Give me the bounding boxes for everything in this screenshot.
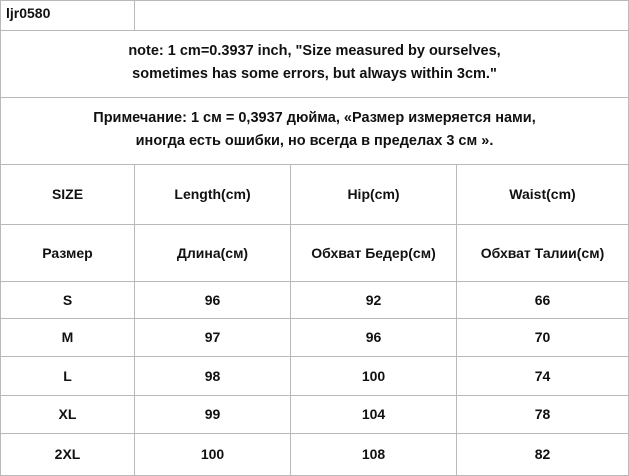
table-cell-length: 97 [204, 329, 221, 345]
table-cell-size: XL [58, 406, 77, 422]
table-cell-length: 98 [204, 367, 221, 384]
table-cell-waist: 70 [534, 329, 551, 345]
hline [0, 30, 629, 31]
header-hip: Hip(cm) [347, 186, 400, 202]
header-length: Length(cm) [174, 186, 251, 202]
table-cell-length: 100 [200, 446, 225, 462]
header-length-ru: Длина(см) [176, 244, 249, 261]
table-cell-waist: 82 [534, 446, 551, 462]
table-cell-length: 99 [204, 406, 221, 422]
note-english-line-1: note: 1 cm=0.3937 inch, "Size measured by ourselves, [128, 43, 501, 59]
table-cell-waist: 74 [534, 367, 551, 384]
table-cell-hip: 92 [365, 291, 382, 308]
note-english-line-2: sometimes has some errors, but always within 3cm." [132, 66, 497, 82]
header-size-ru: Размер [42, 244, 93, 261]
table-cell-hip: 96 [365, 329, 382, 345]
table-cell-hip: 108 [361, 446, 386, 462]
table-cell-hip: 100 [361, 367, 386, 384]
product-code: ljr0580 [6, 5, 51, 21]
note-english [0, 40, 629, 86]
table-cell-waist: 66 [534, 291, 551, 308]
table-cell-waist: 78 [534, 406, 551, 422]
hline [0, 0, 629, 1]
hline [0, 97, 629, 98]
vline [134, 0, 135, 31]
header-waist-ru: Обхват Талии(см) [480, 244, 605, 261]
table-cell-hip: 104 [361, 406, 386, 422]
header-hip-ru: Обхват Бедер(см) [311, 244, 436, 261]
table-cell-size: M [61, 329, 74, 345]
header-size: SIZE [51, 186, 84, 202]
note-russian [0, 107, 629, 153]
header-waist: Waist(cm) [509, 186, 576, 202]
table-cell-size: L [63, 367, 72, 384]
note-russian-line-2: иногда есть ошибки, но всегда в пределах 3 см ». [135, 133, 494, 149]
note-russian-line-1: Примечание: 1 см = 0,3937 дюйма, «Размер измеряется нами, [93, 110, 536, 126]
table-cell-size: 2XL [54, 446, 81, 462]
table-cell-size: S [62, 291, 73, 308]
table-cell-length: 96 [204, 291, 221, 308]
